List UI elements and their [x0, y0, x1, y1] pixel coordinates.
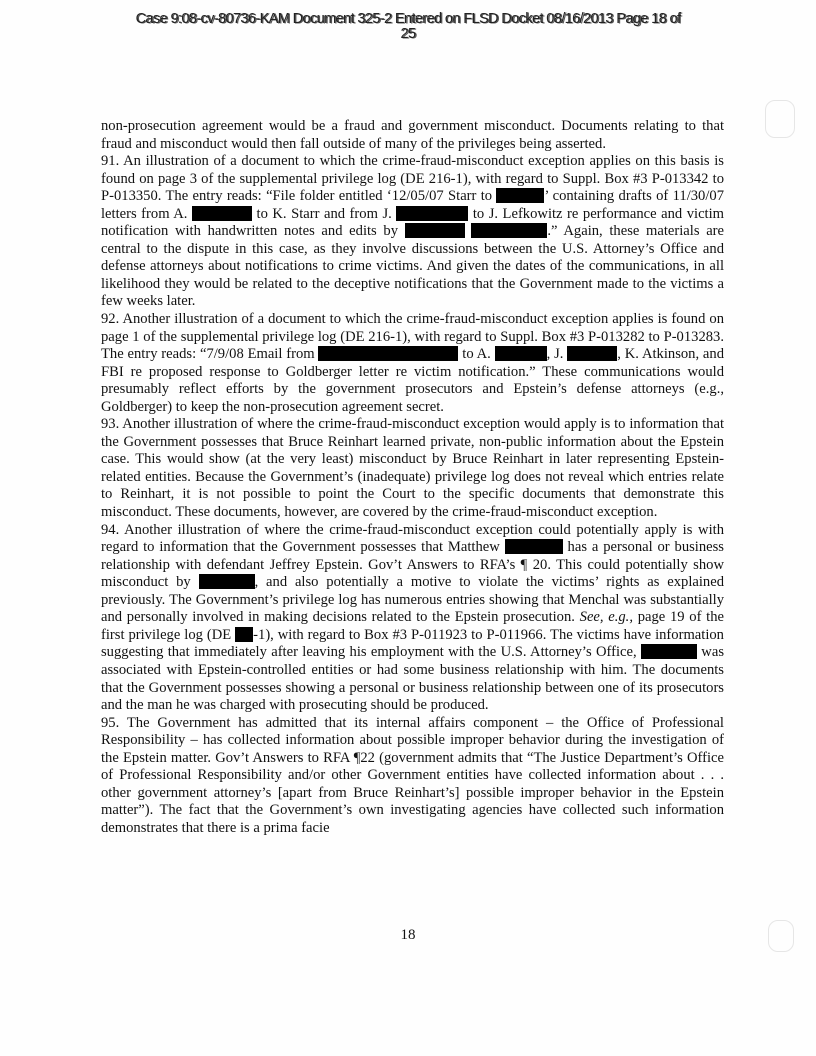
court-filing-header [40, 12, 776, 42]
redaction-box [235, 627, 253, 642]
paragraph-continuation: non-prosecution agreement would be a fraud and government misconduct. Documents relating to that fraud and misconduct would then fall outside of many of the privileges being asserted. [101, 118, 724, 152]
redaction-box [318, 346, 458, 361]
redaction-box [396, 206, 468, 221]
page-number: 18 [400, 927, 416, 943]
redaction-box [505, 539, 563, 554]
redaction-box [496, 188, 544, 203]
document-body [101, 118, 724, 837]
paragraph-93: 93. Another illustration of where the crime-fraud-misconduct exception would apply is to information that the Government possesses that Bruce Reinhart learned private, non-public information about the Epstein case. This would show (at the very least) misconduct by Bruce Reinhart in later representing Epstein-related entities. Because the Government’s (inadequate) privilege log does not reveal which entries relate to Reinhart, it is not possible to point the Court to the specific documents that demonstrate this misconduct. These documents, however, are covered by the crime-fraud-misconduct exception. [101, 416, 724, 521]
redaction-box [641, 644, 697, 659]
redaction-box [405, 223, 465, 238]
scan-artifact [768, 920, 794, 952]
redaction-box [199, 574, 255, 589]
header-line-1: Case 9:08-cv-80736-KAM Document 325-2 Entered on FLSD Docket 08/16/2013 Page 18 of [135, 11, 681, 27]
scan-artifact [765, 100, 795, 138]
redaction-box [495, 346, 547, 361]
redaction-box [471, 223, 547, 238]
paragraph-92: 92. Another illustration of a document to which the crime-fraud-misconduct exception applies is found on page 1 of the supplemental privilege log (DE 216-1), with regard to Suppl. Box #3 P-013282 to P-013283. The entry reads: “7/9/08 Email from to A. , J. , K. Atkinson, and FBI re proposed response to Goldberger letter re victim notification.” These communications would presumably reflect efforts by the government prosecutors and Epstein’s defense attorneys (e.g., Goldberger) to keep the non-prosecution agreement secret. [101, 311, 725, 415]
redaction-box [192, 206, 252, 221]
header-line-2: 25 [400, 26, 416, 42]
paragraph-94: 94. Another illustration of where the crime-fraud-misconduct exception could potentially apply is with regard to information that the Government possesses that Matthew has a personal or business relationship with defendant Jeffrey Epstein. Gov’t Answers to RFA’s ¶ 20. This could potentially show misconduct by , and also potentially a motive to violate the victims’ rights as explained previously. The Government’s privilege log has numerous entries showing that Menchal was substantially and personally involved in making decisions related to the Epstein prosecution. See, e.g., page 19 of the first privilege log (DE -1), with regard to Box #3 P-011923 to P-011966. The victims have information suggesting that immediately after leaving his employment with the U.S. Attorney’s Office, was associated with Epstein-controlled entities or had some business relationship with him. The documents that the Government possesses showing a personal or business relationship between one of its prosecutors and the man he was charged with prosecuting should be produced. [101, 521, 724, 714]
redaction-box [567, 346, 617, 361]
paragraph-91: 91. An illustration of a document to which the crime-fraud-misconduct exception applies on this basis is found on page 3 of the supplemental privilege log (DE 216-1), with regard to Suppl. Box #3 P-013342 to P-013350. The entry reads: “File folder entitled ‘12/05/07 Starr to ’ containing drafts of 11/30/07 letters from A. to K. Starr and from J. to J. Lefkowitz re performance and victim notification with handwritten notes and edits by .” Again, these materials are central to the dispute in this case, as they involve discussions between the U.S. Attorney’s Office and defense attorneys about notifications to crime victims. And given the dates of the communications, in all likelihood they would be related to the deceptive notifications that the Government made to the victims a few weeks later. [101, 153, 725, 310]
paragraph-95: 95. The Government has admitted that its internal affairs component – the Office of Professional Responsibility – has collected information about possible improper behavior during the investigation of the Epstein matter. Gov’t Answers to RFA ¶22 (government admits that “The Justice Department’s Office of Professional Responsibility and/or other Government entities have collected information about . . . other government attorney’s [apart from Bruce Reinhart’s] possible improper behavior in the Epstein matter”). The fact that the Government’s own investigating agencies have collected such information demonstrates that there is a prima facie [101, 714, 724, 836]
